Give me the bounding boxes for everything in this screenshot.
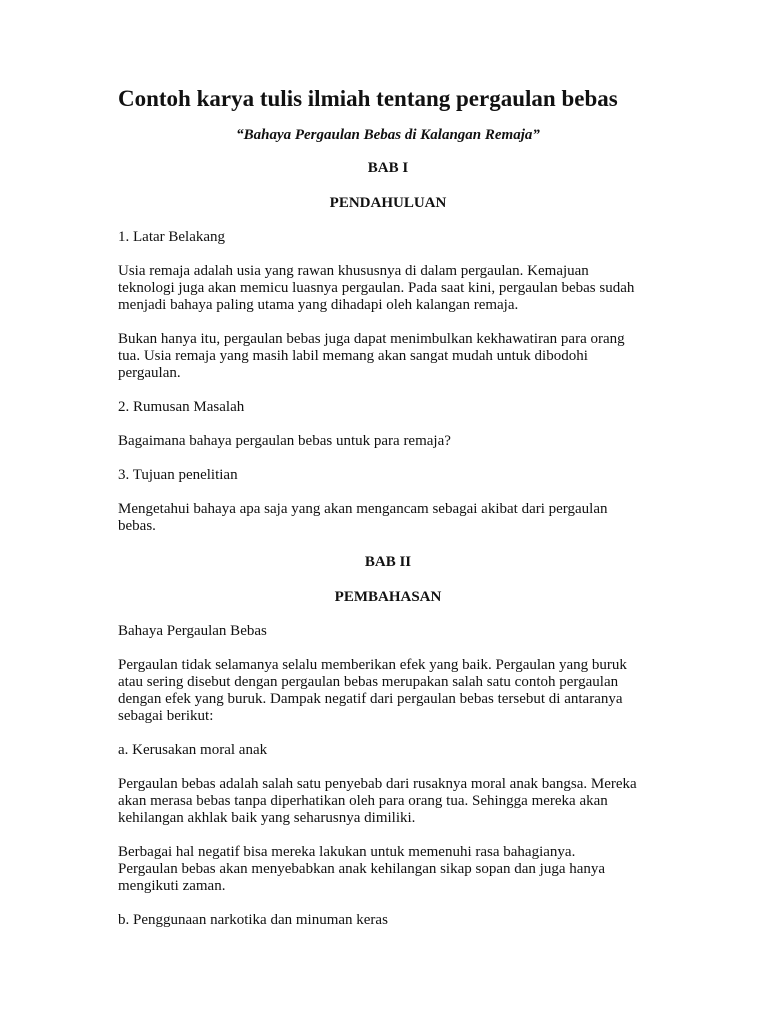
text-line: Pergaulan bebas adalah salah satu penyebab dari rusaknya moral anak bangsa. Mereka [118,776,637,792]
text-line: sebagai berikut: [118,708,214,724]
section-heading-rumusan-masalah [118,399,658,416]
text-line: Bukan hanya itu, pergaulan bebas juga dapat menimbulkan kekhawatiran para orang [118,331,625,347]
text-line: Berbagai hal negatif bisa mereka lakukan untuk memenuhi rasa bahagianya. [118,844,576,860]
document-body [118,84,658,946]
chapter-label-bab-1: BAB I [367,160,409,176]
text-line: bebas. [118,518,156,534]
text-line: Mengetahui bahaya apa saja yang akan mengancam sebagai akibat dari pergaulan [118,501,608,517]
chapter-label-bab-2: BAB II [364,554,412,570]
text-line: Pergaulan bebas akan menyebabkan anak kehilangan sikap sopan dan juga hanya [118,861,606,877]
paragraph-tujuan-penelitian [118,501,658,535]
text-line: Usia remaja adalah usia yang rawan khususnya di dalam pergaulan. Kemajuan [118,263,589,279]
chapter-heading-pendahuluan: PENDAHULUAN [329,195,447,211]
section-heading-bahaya-pergaulan-bebas [118,623,658,640]
document-title: Contoh karya tulis ilmiah tentang pergaulan bebas [118,86,618,111]
text-line: Bagaimana bahaya pergaulan bebas untuk para remaja? [118,433,451,449]
section-heading-kerusakan-moral [118,742,658,759]
text-line: a. Kerusakan moral anak [118,742,268,758]
text-line: 2. Rumusan Masalah [118,399,245,415]
paragraph-kerusakan-moral-2 [118,844,658,895]
text-line: mengikuti zaman. [118,878,226,894]
text-line: tua. Usia remaja yang masih labil memang akan sangat mudah untuk dibodohi [118,348,588,364]
paragraph-latar-belakang-2 [118,331,658,382]
text-line: 3. Tujuan penelitian [118,467,238,483]
text-line: Pergaulan tidak selamanya selalu memberikan efek yang baik. Pergaulan yang buruk [118,657,627,673]
section-heading-tujuan-penelitian [118,467,658,484]
text-line: akan merasa bebas tanpa diperhatikan oleh para orang tua. Sehingga mereka akan [118,793,608,809]
text-line: b. Penggunaan narkotika dan minuman keras [118,912,388,928]
paragraph-rumusan-masalah [118,433,658,450]
text-line: kehilangan akhlak baik yang seharusnya dimiliki. [118,810,416,826]
paragraph-pembahasan-intro [118,657,658,725]
document-subtitle: “Bahaya Pergaulan Bebas di Kalangan Remaja” [236,127,540,143]
section-heading-narkotika [118,912,658,929]
chapter-heading-pembahasan: PEMBAHASAN [334,589,442,605]
text-line: dengan efek yang buruk. Dampak negatif dari pergaulan bebas tersebut di antaranya [118,691,623,707]
paragraph-kerusakan-moral-1 [118,776,658,827]
text-line: 1. Latar Belakang [118,229,226,245]
text-line: Bahaya Pergaulan Bebas [118,623,267,639]
text-line: atau sering disebut dengan pergaulan bebas merupakan salah satu contoh pergaulan [118,674,619,690]
text-line: menjadi bahaya paling utama yang dihadapi oleh kalangan remaja. [118,297,519,313]
text-line: pergaulan. [118,365,181,381]
paragraph-latar-belakang-1 [118,263,658,314]
text-line: teknologi juga akan memicu luasnya pergaulan. Pada saat kini, pergaulan bebas sudah [118,280,635,296]
section-heading-latar-belakang [118,229,658,246]
